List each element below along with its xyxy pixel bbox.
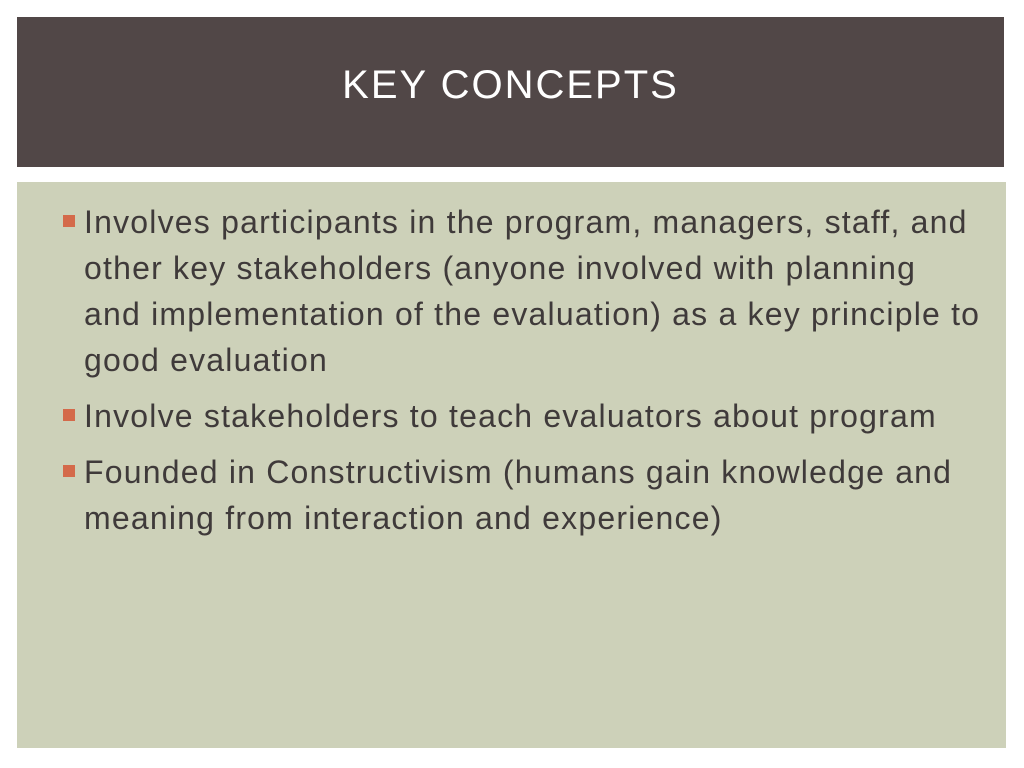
bullet-text: Involve stakeholders to teach evaluators about program: [84, 398, 937, 434]
bullet-item: [63, 199, 983, 383]
bullet-item: [63, 449, 983, 541]
square-bullet-icon: [63, 409, 75, 421]
slide-title: KEY CONCEPTS: [342, 62, 679, 107]
bullet-text: Founded in Constructivism (humans gain knowledge and meaning from interaction and experience): [84, 454, 953, 536]
bullet-text: Involves participants in the program, managers, staff, and other key stakeholders (anyone involved with planning and implementation of the evaluation) as a key principle to good evaluation: [84, 204, 981, 378]
bullet-list: [63, 199, 983, 551]
content-panel: [17, 182, 1006, 748]
title-bar: [17, 17, 1004, 167]
square-bullet-icon: [63, 215, 75, 227]
square-bullet-icon: [63, 465, 75, 477]
bullet-item: [63, 393, 983, 439]
